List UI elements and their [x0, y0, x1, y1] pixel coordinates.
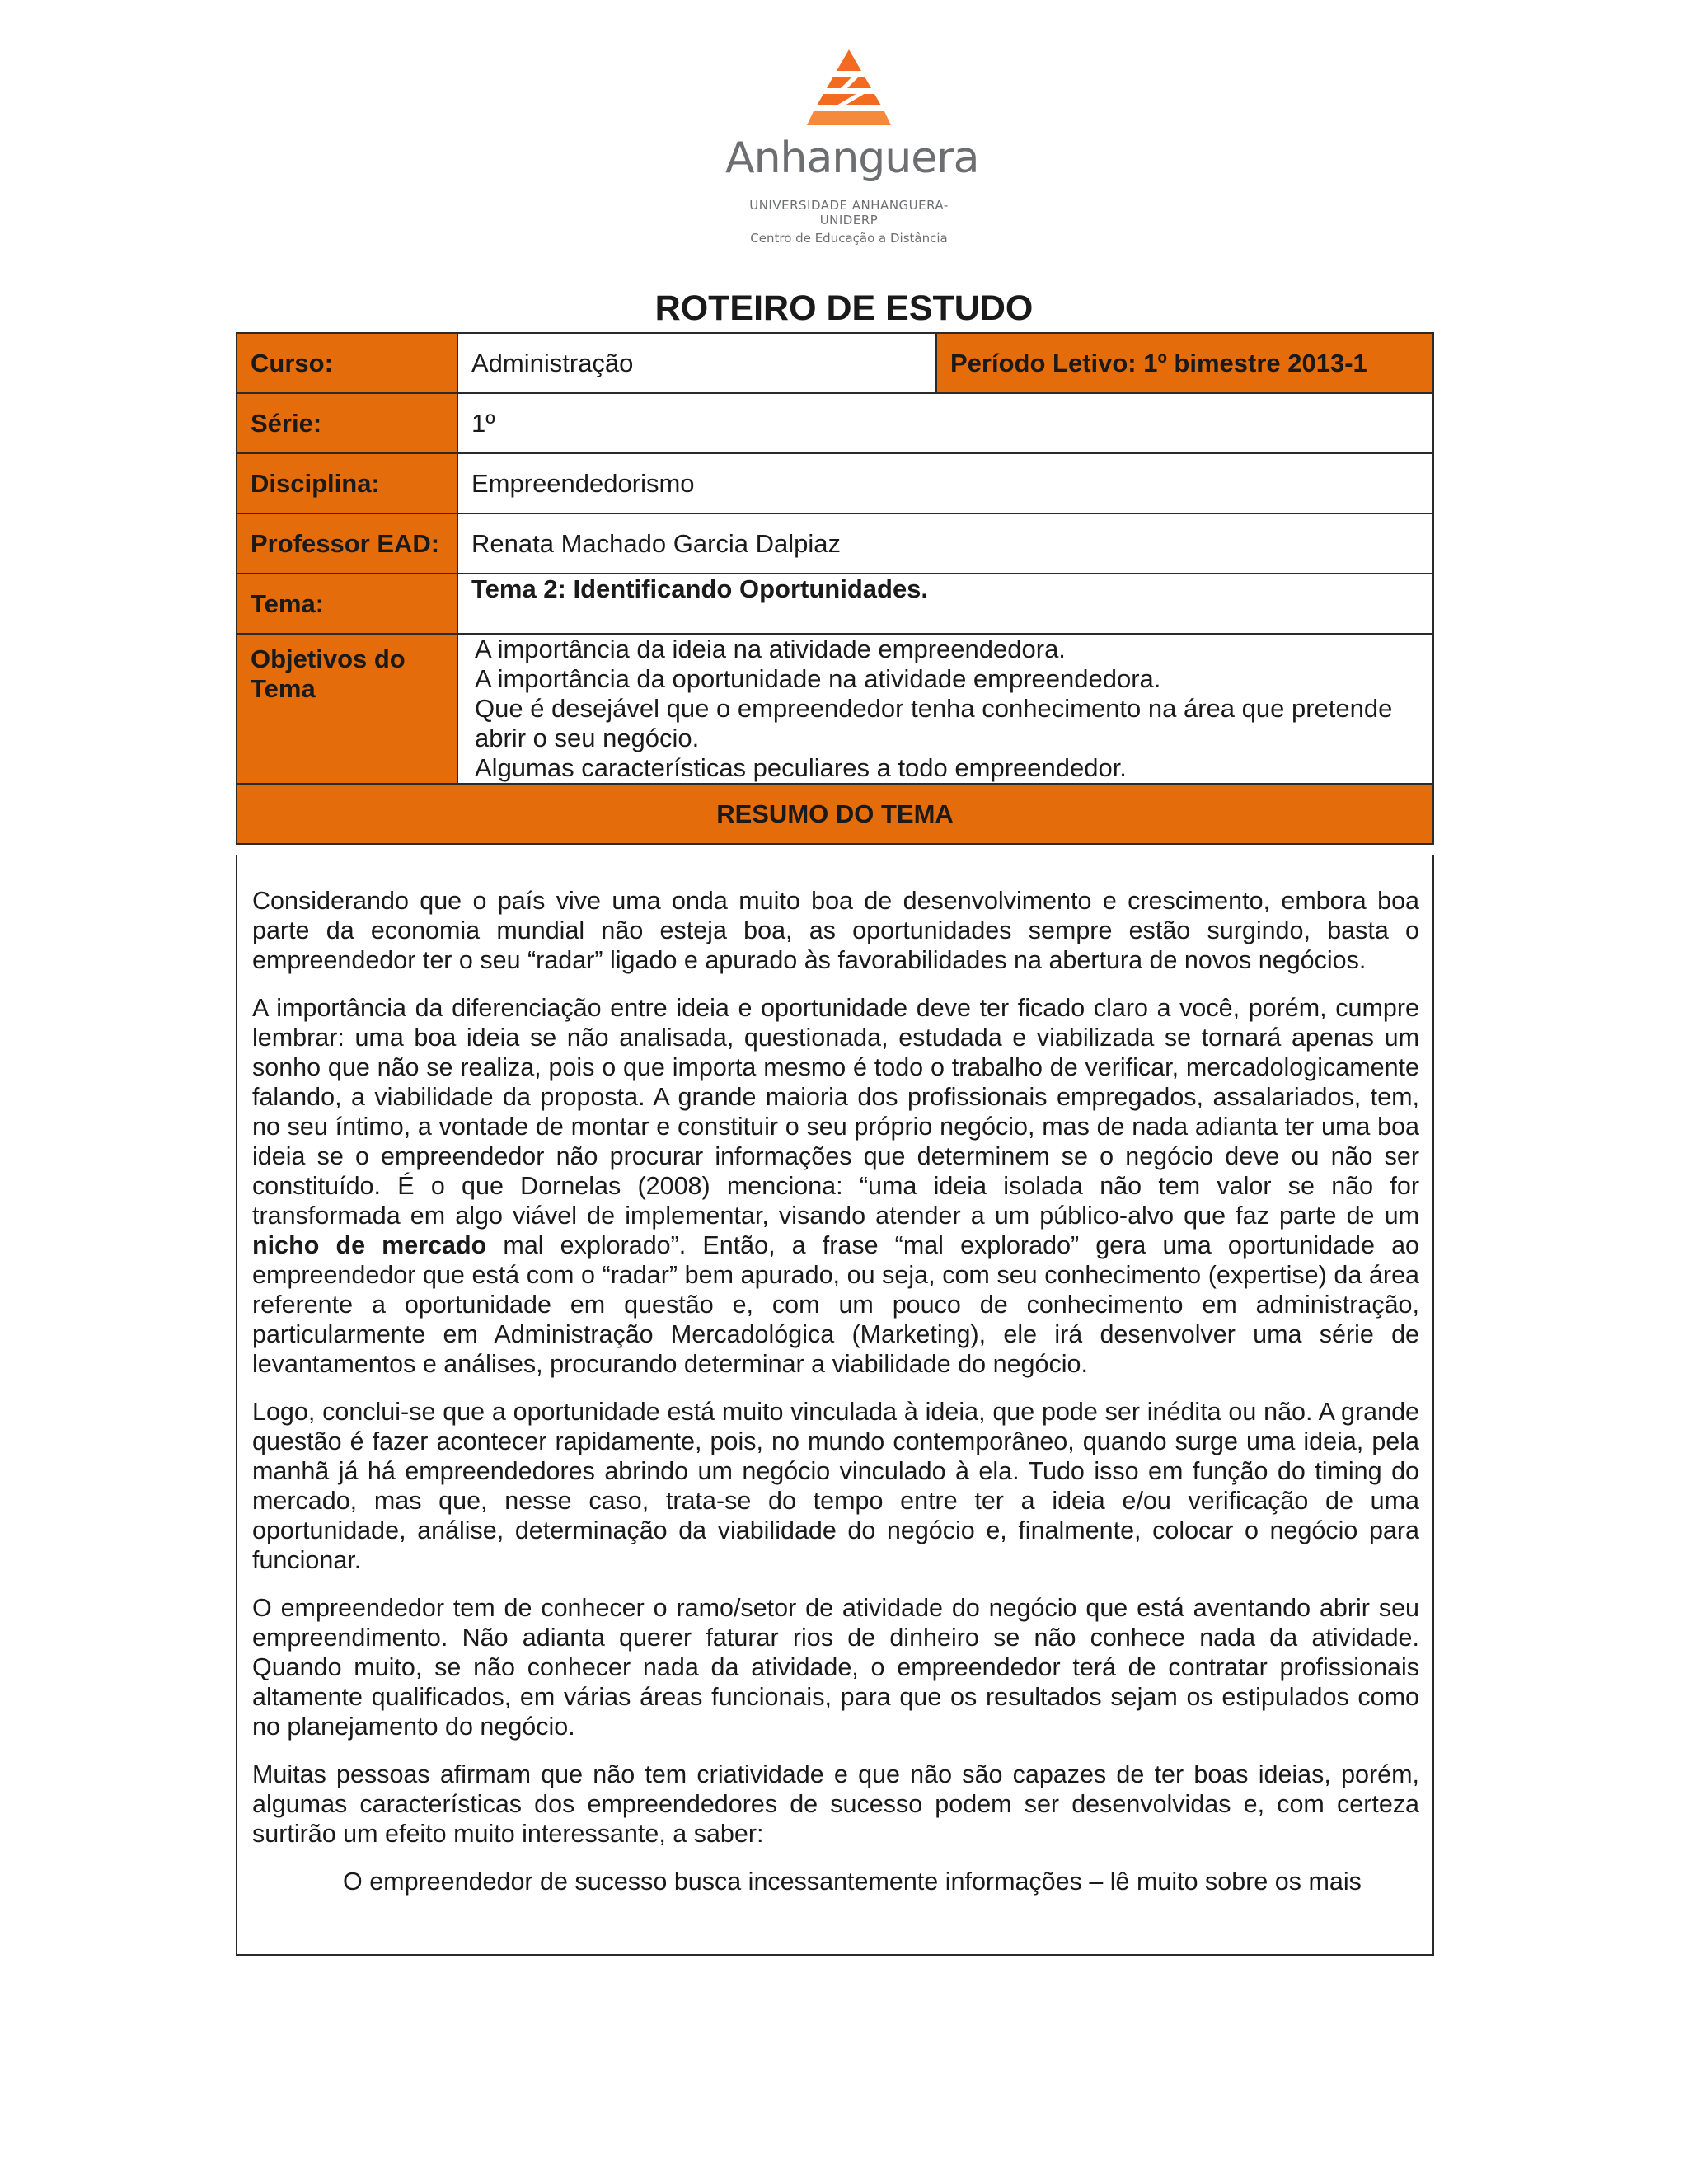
paragraph: Considerando que o país vive uma onda muito boa de desenvolvimento e crescimento, embora boa parte da economia mundial não esteja boa, as oportunidades sempre estão surgindo, basta o empreendedor ter o seu “radar” ligado e apurado às favorabilidades na abertura de novos negócios. [252, 887, 1419, 974]
tema-label: Tema: [237, 574, 457, 634]
professor-value: Renata Machado Garcia Dalpiaz [457, 513, 1433, 574]
disciplina-label: Disciplina: [237, 453, 457, 513]
paragraph-text: mal explorado”. Então, a frase “mal explorado” gera uma oportunidade ao empreendedor que está com o “radar” bem apurado, ou seja, com seu conhecimento (expertise) da área referente a oportunidade em questão e, com um pouco de conhecimento em administração, particularmente em Administração Mercadológica (Marketing), ele irá desenvolver uma série de levantamentos e análises, procurando determinar a viabilidade do negócio. [252, 1231, 1420, 1378]
paragraph: Muitas pessoas afirmam que não tem criatividade e que não são capazes de ter boas ideias, porém, algumas características dos empreendedores de sucesso podem ser desenvolvidas e, com certeza surtirão um efeito muito interessante, a saber: [252, 1760, 1419, 1848]
document-title: ROTEIRO DE ESTUDO [654, 288, 1034, 328]
logo-brand: Anhanguera [725, 134, 979, 183]
paragraph-text: A importância da diferenciação entre ideia e oportunidade deve ter ficado claro a você, porém, cumpre lembrar: uma boa ideia se não analisada, questionada, estudada e viabilizada se tornará apenas um sonho que não se realiza, pois o que importa mesmo é todo o trabalho de verificar, mercadologicamente falando, a viabilidade da proposta. A grande maioria dos profissionais empregados, assalariados, tem, no seu íntimo, a vontade de montar e constituir o seu próprio negócio, mas de nada adianta ter uma boa ideia se o empreendedor não procurar informações que determinem se o negócio deve ou não ser constituído. É o que Dornelas (2008) menciona: “uma ideia isolada não tem valor se não for transformada em algo viável de implementar, visando atender a um público-alvo que faz parte de um [252, 994, 1419, 1230]
table-row [237, 574, 1433, 634]
bold-term: nicho de mercado [252, 1231, 487, 1259]
curso-label: Curso: [237, 333, 457, 393]
table-row [237, 453, 1433, 513]
list-item: A importância da ideia na atividade empreendedora. [475, 635, 1066, 663]
resumo-header: RESUMO DO TEMA [237, 784, 1433, 844]
curso-value: Administração [457, 333, 936, 393]
resumo-box [236, 855, 1434, 1956]
table-row [237, 634, 1433, 784]
paragraph: Logo, conclui-se que a oportunidade está muito vinculada à ideia, que pode ser inédita ou não. A grande questão é fazer acontecer rapidamente, pois, no mundo contemporâneo, quando surge uma ideia, pela manhã já há empreendedores abrindo um negócio vinculado à ela. Tudo isso em função do timing do mercado, mas que, nesse caso, trata-se do tempo entre ter a ideia e/ou verificação de uma oportunidade, análise, determinação da viabilidade do negócio e, finalmente, colocar o negócio para funcionar. [252, 1398, 1419, 1574]
resumo-text [252, 886, 1419, 1896]
objetivos-label: Objetivos do Tema [237, 634, 457, 784]
anhanguera-triangle-icon [804, 49, 894, 132]
paragraph: O empreendedor de sucesso busca incessantemente informações – lê muito sobre os mais [343, 1868, 1362, 1896]
table-row [237, 784, 1433, 844]
logo-subtitle: UNIVERSIDADE ANHANGUERA-UNIDERP [749, 198, 949, 227]
tema-value: Tema 2: Identificando Oportunidades. [457, 574, 1433, 634]
periodo-letivo: Período Letivo: 1º bimestre 2013-1 [936, 333, 1433, 393]
objetivos-list [457, 634, 1433, 784]
logo-caption: Centro de Educação a Distância [750, 231, 948, 246]
info-table [236, 332, 1434, 845]
paragraph: O empreendedor tem de conhecer o ramo/setor de atividade do negócio que está aventando abrir seu empreendimento. Não adianta querer faturar rios de dinheiro se não conhece nada da atividade. Quando muito, se não conhecer nada da atividade, o empreendedor terá de contratar profissionais altamente qualificados, em várias áreas funcionais, para que os resultados sejam os estipulados como no planejamento do negócio. [252, 1594, 1419, 1741]
table-row [237, 513, 1433, 574]
disciplina-value: Empreendedorismo [457, 453, 1433, 513]
professor-label: Professor EAD: [237, 513, 457, 574]
serie-label: Série: [237, 393, 457, 453]
anhanguera-logo [725, 49, 979, 247]
list-item: A importância da oportunidade na atividade empreendedora. [475, 664, 1161, 693]
table-row [237, 333, 1433, 393]
paragraph [252, 993, 1419, 1379]
table-row [237, 393, 1433, 453]
list-item: Que é desejável que o empreendedor tenha conhecimento na área que pretende abrir o seu negócio. [475, 694, 1393, 752]
serie-value: 1º [457, 393, 1433, 453]
list-item: Algumas características peculiares a todo empreendedor. [475, 753, 1127, 782]
